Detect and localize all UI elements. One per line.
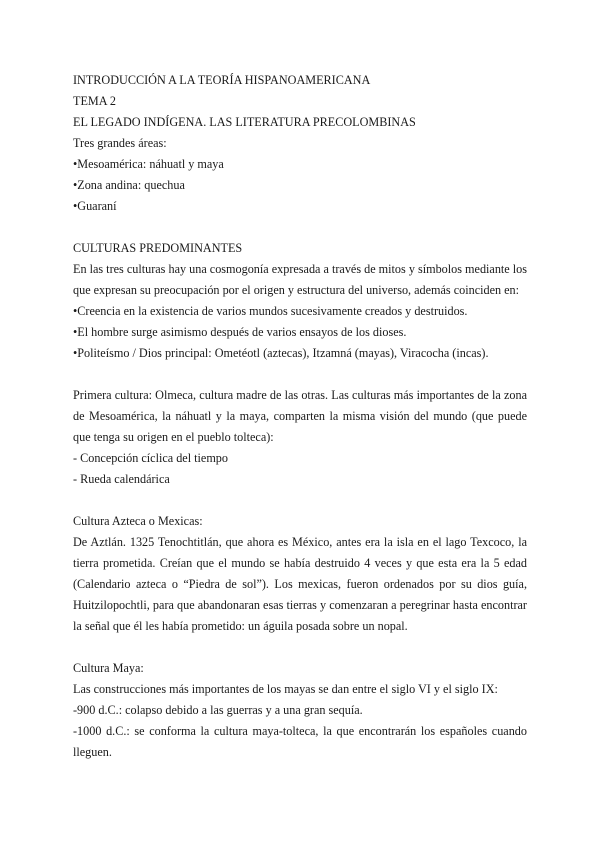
maya-line-1000: -1000 d.C.: se conforma la cultura maya-tolteca, la que encontrarán los españoles cuando lleguen. xyxy=(73,724,527,759)
belief-item-polytheism: •Politeísmo / Dios principal: Ometéotl (aztecas), Itzamná (mayas), Viracocha (incas). xyxy=(73,346,489,360)
topic-number: TEMA 2 xyxy=(73,94,116,108)
aztec-paragraph: De Aztlán. 1325 Tenochtitlán, que ahora es México, antes era la isla en el lago Texcoco, la tierra prometida. Creían que el mundo se había destruido 4 veces y que esta era la 5 edad (Calendario azteca o “Piedra de sol”). Los mexicas, fueron ordenados por su dios guía, Huitzilopochtli, para que abandonaran esas tierras y comenzaran a peregrinar hasta encontrar la señal que él les había prometido: un águila posada sobre un nopal. xyxy=(73,535,527,633)
areas-intro: Tres grandes áreas: xyxy=(73,136,167,150)
maya-heading: Cultura Maya: xyxy=(73,661,144,675)
course-title: INTRODUCCIÓN A LA TEORÍA HISPANOAMERICANA xyxy=(73,73,371,87)
aztec-heading: Cultura Azteca o Mexicas: xyxy=(73,514,203,528)
topic-title: EL LEGADO INDÍGENA. LAS LITERATURA PRECOLOMBINAS xyxy=(73,115,416,129)
area-item-andina: •Zona andina: quechua xyxy=(73,178,185,192)
belief-item-man: •El hombre surge asimismo después de varios ensayos de los dioses. xyxy=(73,325,407,339)
maya-line-900: -900 d.C.: colapso debido a las guerras y a una gran sequía. xyxy=(73,703,363,717)
area-item-guarani: •Guaraní xyxy=(73,199,117,213)
spacer xyxy=(73,637,527,658)
cultures-heading: CULTURAS PREDOMINANTES xyxy=(73,241,243,255)
first-culture-item-time: - Concepción cíclica del tiempo xyxy=(73,451,228,465)
first-culture-paragraph: Primera cultura: Olmeca, cultura madre de las otras. Las culturas más importantes de la zona de Mesoamérica, la náhuatl y la maya, comparten la misma visión del mundo (que puede que tenga su origen en el pueblo tolteca): xyxy=(73,388,527,444)
first-culture-item-wheel: - Rueda calendárica xyxy=(73,472,170,486)
spacer xyxy=(73,490,527,511)
maya-line-constructions: Las construcciones más importantes de los mayas se dan entre el siglo VI y el siglo IX: xyxy=(73,682,498,696)
spacer xyxy=(73,217,527,238)
area-item-mesoamerica: •Mesoamérica: náhuatl y maya xyxy=(73,157,224,171)
belief-item-worlds: •Creencia en la existencia de varios mundos sucesivamente creados y destruidos. xyxy=(73,304,468,318)
spacer xyxy=(73,364,527,385)
cultures-intro-paragraph: En las tres culturas hay una cosmogonía expresada a través de mitos y símbolos mediante los que expresan su preocupación por el origen y estructura del universo, además coinciden en: xyxy=(73,262,527,297)
